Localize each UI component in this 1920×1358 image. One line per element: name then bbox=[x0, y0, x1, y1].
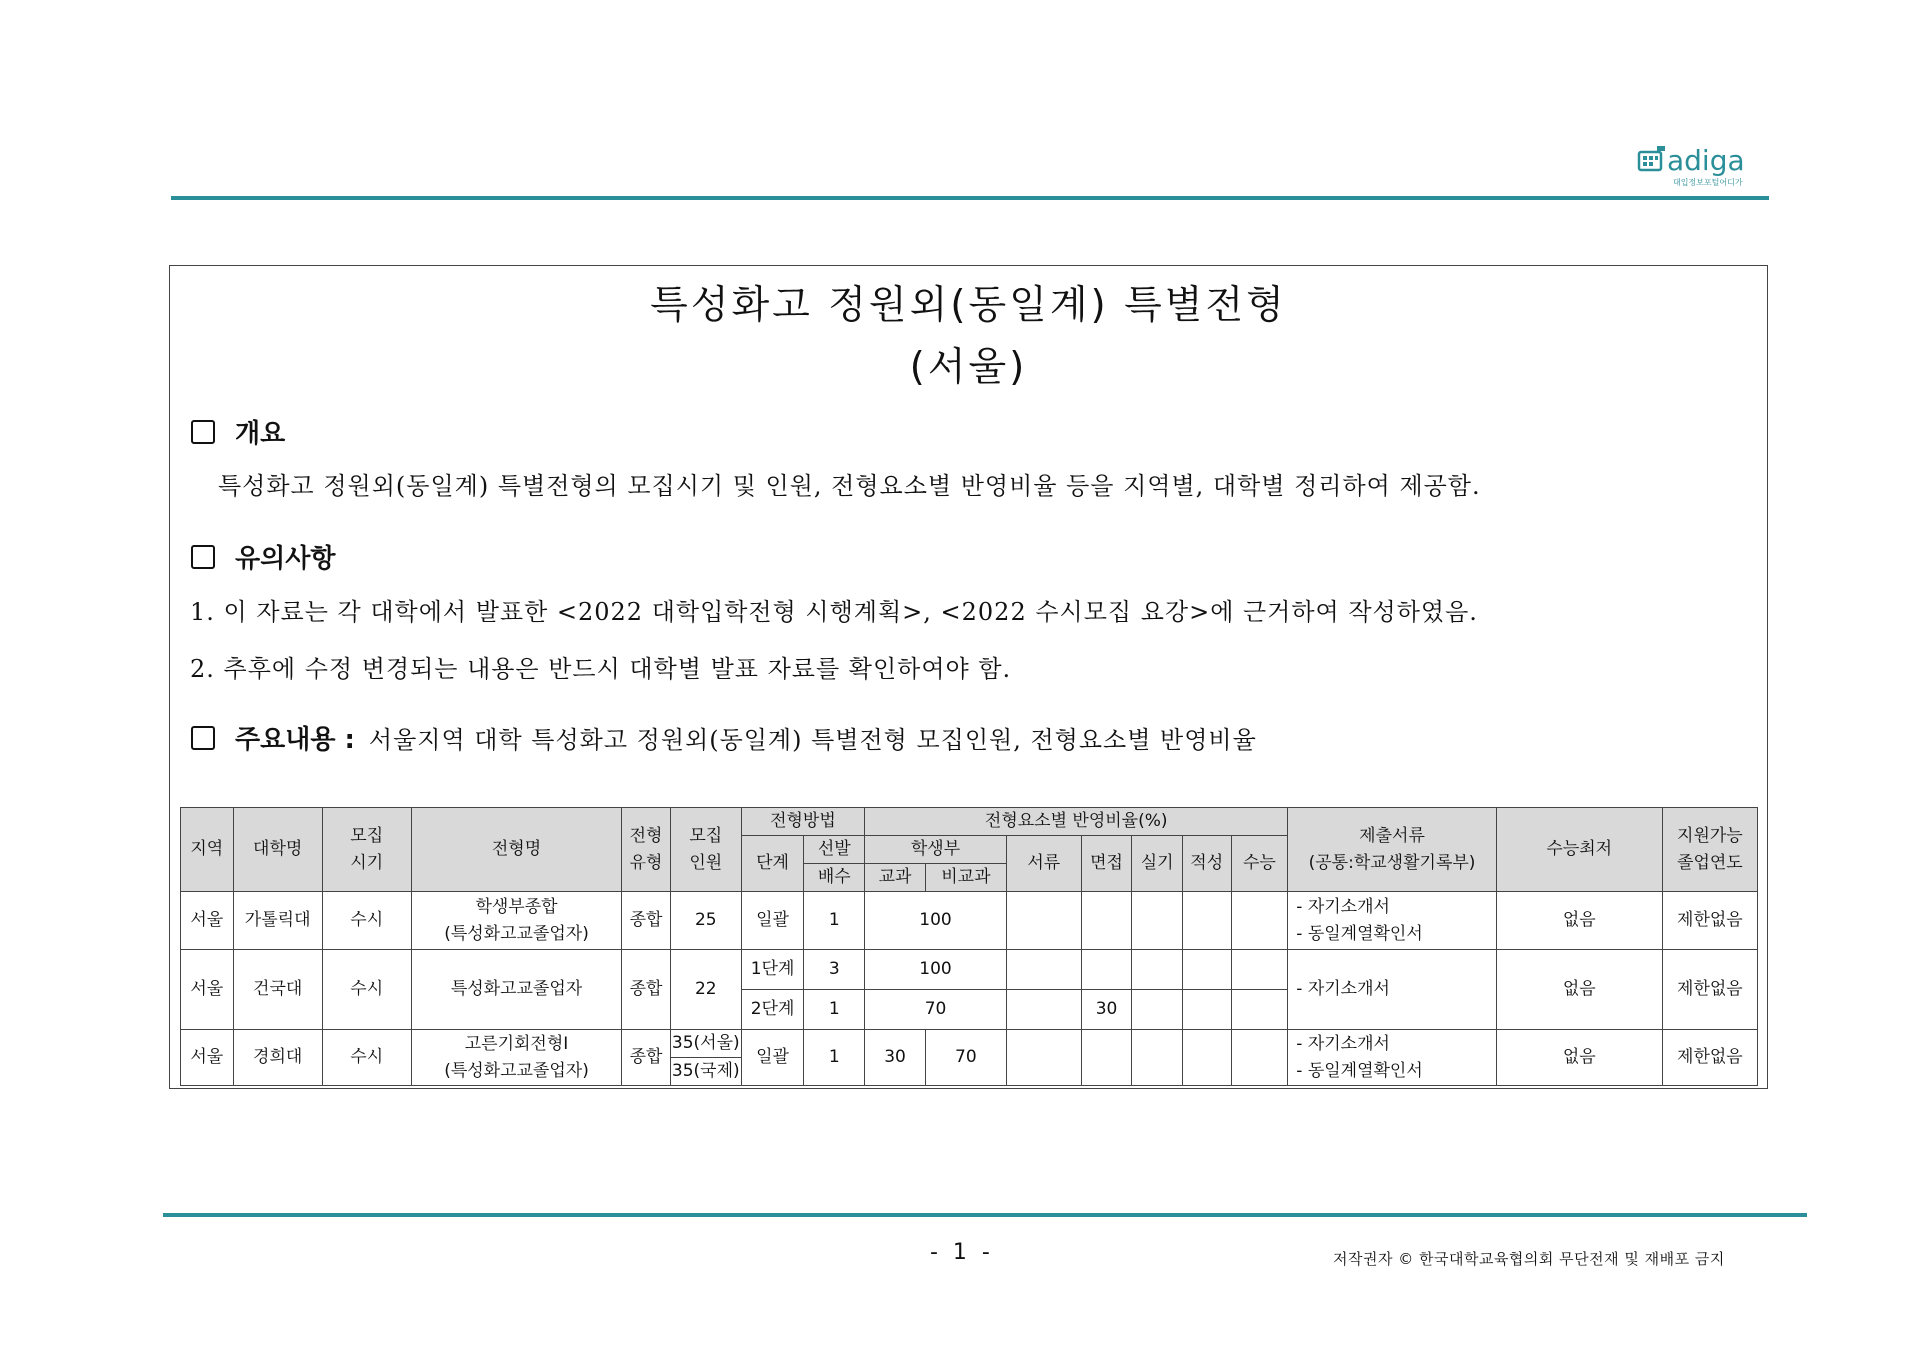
cell-practical bbox=[1132, 950, 1183, 990]
admission-name-line2: (특성화고교졸업자) bbox=[444, 923, 589, 944]
cell-practical bbox=[1132, 1030, 1183, 1086]
cell-stage: 일괄 bbox=[741, 892, 804, 950]
notes-heading-text: 유의사항 bbox=[235, 544, 336, 574]
cell-region: 서울 bbox=[181, 1030, 234, 1086]
cell-interview bbox=[1081, 950, 1132, 990]
cell-practical bbox=[1132, 990, 1183, 1030]
cell-csat bbox=[1231, 990, 1288, 1030]
doc-item: - 동일계열확인서 bbox=[1296, 923, 1423, 944]
doc-item: - 동일계열확인서 bbox=[1296, 1060, 1423, 1081]
header-admission-type: 전형 유형 bbox=[622, 808, 671, 892]
cell-submit-docs: - 자기소개서 bbox=[1288, 950, 1496, 1030]
cell-interview: 30 bbox=[1081, 990, 1132, 1030]
copyright-notice: 저작권자 © 한국대학교육협의회 무단전재 및 재배포 금지 bbox=[1333, 1250, 1725, 1268]
cell-aptitude bbox=[1182, 950, 1231, 990]
cell-school-record: 100 bbox=[865, 892, 1007, 950]
cell-type: 종합 bbox=[622, 1030, 671, 1086]
header-method: 전형방법 bbox=[741, 808, 864, 836]
checkbox-square-icon bbox=[191, 726, 215, 750]
cell-university: 가톨릭대 bbox=[233, 892, 322, 950]
main-heading-desc: 서울지역 대학 특성화고 정원외(동일계) 특별전형 모집인원, 전형요소별 반영비율 bbox=[368, 726, 1257, 754]
header-school-record: 학생부 bbox=[865, 836, 1007, 864]
cell-stage: 2단계 bbox=[741, 990, 804, 1030]
cell-aptitude bbox=[1182, 990, 1231, 1030]
cell-interview bbox=[1081, 892, 1132, 950]
logo-text: adiga bbox=[1667, 144, 1745, 177]
table-row bbox=[181, 1030, 1758, 1058]
main-heading-text: 주요내용 : bbox=[235, 725, 355, 755]
adiga-logo bbox=[1637, 144, 1773, 192]
cell-school-record: 100 bbox=[865, 950, 1007, 990]
admission-name-line1: 고른기회전형Ⅰ bbox=[464, 1033, 569, 1054]
cell-university: 건국대 bbox=[233, 950, 322, 1030]
overview-text: 특성화고 정원외(동일계) 특별전형의 모집시기 및 인원, 전형요소별 반영비율 등을 지역별, 대학별 정리하여 제공함. bbox=[218, 472, 1481, 500]
cell-type: 종합 bbox=[622, 950, 671, 1030]
cell-documents bbox=[1006, 950, 1081, 990]
header-rule bbox=[171, 196, 1769, 200]
main-heading bbox=[191, 719, 1257, 756]
header-documents: 서류 bbox=[1006, 836, 1081, 892]
overview-heading bbox=[191, 413, 285, 450]
cell-submit-docs bbox=[1288, 1030, 1496, 1086]
cell-admission-name: 특성화고교졸업자 bbox=[411, 950, 622, 1030]
doc-item: - 자기소개서 bbox=[1296, 1033, 1390, 1054]
cell-aptitude bbox=[1182, 1030, 1231, 1086]
header-csat: 수능 bbox=[1231, 836, 1288, 892]
cell-period: 수시 bbox=[322, 892, 411, 950]
header-grad-year: 지원가능 졸업연도 bbox=[1662, 808, 1757, 892]
table-row bbox=[181, 892, 1758, 950]
cell-type: 종합 bbox=[622, 892, 671, 950]
cell-quota: 35(서울) bbox=[670, 1030, 741, 1058]
cell-multiple: 1 bbox=[804, 892, 865, 950]
cell-grad-year: 제한없음 bbox=[1662, 950, 1757, 1030]
header-university: 대학명 bbox=[233, 808, 322, 892]
page-number: - 1 - bbox=[930, 1240, 994, 1265]
admission-name-line2: (특성화고교졸업자) bbox=[444, 1060, 589, 1081]
cell-admission-name bbox=[411, 892, 622, 950]
cell-csat-min: 없음 bbox=[1496, 892, 1662, 950]
logo-subtext: 대입정보포털어디가 bbox=[1673, 178, 1743, 187]
cell-stage: 일괄 bbox=[741, 1030, 804, 1086]
cell-grad-year: 제한없음 bbox=[1662, 1030, 1757, 1086]
header-region: 지역 bbox=[181, 808, 234, 892]
page-subtitle: (서울) bbox=[909, 345, 1028, 390]
cell-region: 서울 bbox=[181, 892, 234, 950]
header-aptitude: 적성 bbox=[1182, 836, 1231, 892]
header-ratio: 전형요소별 반영비율(%) bbox=[865, 808, 1288, 836]
building-icon bbox=[1639, 152, 1661, 170]
cell-csat-min: 없음 bbox=[1496, 1030, 1662, 1086]
checkbox-square-icon bbox=[191, 545, 215, 569]
cell-quota: 35(국제) bbox=[670, 1058, 741, 1086]
header-submit-docs: 제출서류 (공통:학교생활기록부) bbox=[1288, 808, 1496, 892]
notes-item-2: 2. 추후에 수정 변경되는 내용은 반드시 대학별 발표 자료를 확인하여야 함. bbox=[190, 655, 1012, 683]
cell-school-record: 70 bbox=[865, 990, 1007, 1030]
cell-period: 수시 bbox=[322, 1030, 411, 1086]
cell-admission-name bbox=[411, 1030, 622, 1086]
table-row bbox=[181, 950, 1758, 990]
footer-rule bbox=[163, 1213, 1807, 1217]
admission-name-line1: 학생부종합 bbox=[475, 896, 558, 917]
page-title: 특성화고 정원외(동일계) 특별전형 bbox=[650, 283, 1287, 328]
cell-grad-year: 제한없음 bbox=[1662, 892, 1757, 950]
notes-heading bbox=[191, 538, 335, 575]
header-csat-min: 수능최저 bbox=[1496, 808, 1662, 892]
cell-non-subject: 70 bbox=[925, 1030, 1006, 1086]
cell-aptitude bbox=[1182, 892, 1231, 950]
cell-practical bbox=[1132, 892, 1183, 950]
cell-multiple: 3 bbox=[804, 950, 865, 990]
cell-period: 수시 bbox=[322, 950, 411, 1030]
header-subject: 교과 bbox=[865, 864, 926, 892]
cell-documents bbox=[1006, 892, 1081, 950]
cell-multiple: 1 bbox=[804, 1030, 865, 1086]
cell-csat bbox=[1231, 1030, 1288, 1086]
checkbox-square-icon bbox=[191, 420, 215, 444]
header-practical: 실기 bbox=[1132, 836, 1183, 892]
doc-item: - 자기소개서 bbox=[1296, 896, 1390, 917]
header-stage: 단계 bbox=[741, 836, 804, 892]
header-multiple-2: 배수 bbox=[804, 864, 865, 892]
overview-heading-text: 개요 bbox=[235, 419, 286, 449]
cell-subject: 30 bbox=[865, 1030, 926, 1086]
cell-csat bbox=[1231, 892, 1288, 950]
cell-documents bbox=[1006, 990, 1081, 1030]
header-non-subject: 비교과 bbox=[925, 864, 1006, 892]
cell-university: 경희대 bbox=[233, 1030, 322, 1086]
cell-quota: 25 bbox=[670, 892, 741, 950]
header-admission-name: 전형명 bbox=[411, 808, 622, 892]
cell-csat-min: 없음 bbox=[1496, 950, 1662, 1030]
header-multiple-1: 선발 bbox=[804, 836, 865, 864]
cell-submit-docs bbox=[1288, 892, 1496, 950]
notes-item-1: 1. 이 자료는 각 대학에서 발표한 <2022 대학입학전형 시행계획>, <2022 수시모집 요강>에 근거하여 작성하였음. bbox=[190, 598, 1478, 626]
cell-multiple: 1 bbox=[804, 990, 865, 1030]
cell-interview bbox=[1081, 1030, 1132, 1086]
header-quota: 모집 인원 bbox=[670, 808, 741, 892]
header-interview: 면접 bbox=[1081, 836, 1132, 892]
content-frame bbox=[169, 265, 1768, 1089]
cell-stage: 1단계 bbox=[741, 950, 804, 990]
cell-documents bbox=[1006, 1030, 1081, 1086]
cell-csat bbox=[1231, 950, 1288, 990]
header-period: 모집 시기 bbox=[322, 808, 411, 892]
admission-table bbox=[180, 807, 1758, 1086]
cell-quota: 22 bbox=[670, 950, 741, 1030]
cell-region: 서울 bbox=[181, 950, 234, 1030]
